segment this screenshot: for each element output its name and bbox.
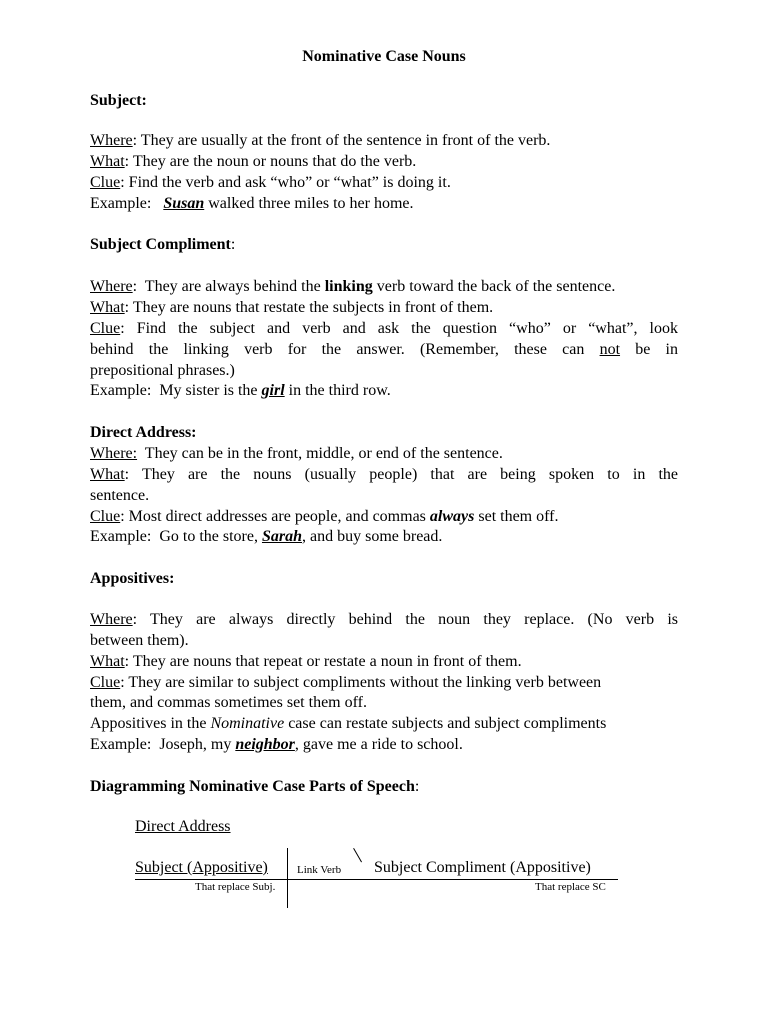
- da-clue: [90, 506, 678, 527]
- example-rest: walked three miles to her home.: [204, 195, 414, 212]
- da-what-line2: sentence.: [90, 487, 150, 504]
- clue-line1: : Find the subject and verb and ask the question “who” or “what”, look: [120, 320, 678, 337]
- da-where: [90, 443, 678, 464]
- subject-compliment-heading: [90, 234, 678, 255]
- app-note: [90, 713, 678, 734]
- direct-address-heading: Direct Address:: [90, 424, 197, 441]
- subject-clue: [90, 172, 678, 193]
- example-word: neighbor: [235, 736, 295, 753]
- sc-example: [90, 380, 678, 401]
- example-word: girl: [261, 382, 285, 399]
- da-example: [90, 526, 678, 547]
- where-bold: linking: [324, 278, 373, 295]
- example-prefix: Example:: [90, 195, 164, 212]
- diagramming-heading: [90, 776, 678, 797]
- what-text: : They are nouns that restate the subjects in front of them.: [124, 299, 494, 316]
- diagram-baseline-right: [288, 879, 618, 880]
- clue-line2-not: not: [599, 341, 621, 358]
- what-line1: : They are the nouns (usually people) that are being spoken to in the: [124, 466, 678, 483]
- heading-text: Subject Compliment: [90, 236, 231, 253]
- note-post: case can restate subjects and subject compliments: [284, 715, 607, 732]
- clue-line2-post: be in: [620, 341, 679, 358]
- clue-bold: always: [429, 508, 475, 525]
- diagram-replace-subj: That replace Subj.: [195, 881, 276, 893]
- app-clue-line1: [90, 672, 678, 693]
- diagram-subject-compliment: Subject Compliment (Appositive): [374, 859, 591, 876]
- heading-colon: :: [414, 778, 420, 795]
- where-label: Where: [90, 278, 133, 295]
- clue-line2-pre: behind the linking verb for the answer. (Remember, these can: [90, 341, 600, 358]
- example-rest: in the third row.: [284, 382, 391, 399]
- where-post: verb toward the back of the sentence.: [372, 278, 616, 295]
- what-label: What: [90, 653, 125, 670]
- note-pre: Appositives in the: [90, 715, 211, 732]
- diagram-link-verb: Link Verb: [297, 864, 342, 876]
- example-prefix: Example: Joseph, my: [90, 736, 236, 753]
- clue-label: Clue: [90, 174, 121, 191]
- example-word: Susan: [163, 195, 205, 212]
- subject-where: [90, 130, 678, 151]
- diagram-direct-address: Direct Address: [135, 818, 231, 835]
- subject-what: [90, 151, 678, 172]
- appositives-heading: Appositives:: [90, 570, 175, 587]
- diagram-replace-sc: That replace SC: [535, 881, 606, 893]
- app-clue-line2: them, and commas sometimes set them off.: [90, 694, 367, 711]
- where-label: Where:: [90, 445, 138, 462]
- clue-post: set them off.: [474, 508, 559, 525]
- where-text: : They are usually at the front of the sentence in front of the verb.: [132, 132, 551, 149]
- subject-heading: Subject:: [90, 92, 147, 109]
- subject-example: [90, 193, 678, 214]
- da-what-line1: [90, 464, 678, 485]
- sc-clue-line1: [90, 318, 678, 339]
- app-example: [90, 734, 678, 755]
- sc-clue-line3: prepositional phrases.): [90, 362, 235, 379]
- diagram-divider-line: [287, 848, 288, 908]
- page-title: Nominative Case Nouns: [302, 48, 466, 65]
- diagram-baseline-left: [135, 879, 287, 880]
- app-what: [90, 651, 678, 672]
- example-rest: , and buy some bread.: [302, 528, 443, 545]
- what-label: What: [90, 466, 125, 483]
- where-pre: : They are always behind the: [132, 278, 325, 295]
- what-label: What: [90, 153, 125, 170]
- clue-line1: : They are similar to subject compliments without the linking verb between: [120, 674, 602, 691]
- clue-label: Clue: [90, 674, 121, 691]
- what-text: : They are the noun or nouns that do the verb.: [124, 153, 417, 170]
- example-prefix: Example: Go to the store,: [90, 528, 262, 545]
- heading-text: Diagramming Nominative Case Parts of Speech: [90, 778, 415, 795]
- clue-label: Clue: [90, 320, 121, 337]
- diagram-subject: Subject (Appositive): [135, 859, 268, 876]
- sc-clue-line2: [90, 339, 678, 360]
- example-word: Sarah: [261, 528, 302, 545]
- where-text: They can be in the front, middle, or end of the sentence.: [137, 445, 503, 462]
- what-text: : They are nouns that repeat or restate a noun in front of them.: [124, 653, 522, 670]
- what-label: What: [90, 299, 125, 316]
- sc-what: [90, 297, 678, 318]
- example-prefix: Example: My sister is the: [90, 382, 262, 399]
- where-line1: : They are always directly behind the noun they replace. (No verb is: [132, 611, 678, 628]
- note-italic: Nominative: [210, 715, 285, 732]
- example-rest: , gave me a ride to school.: [294, 736, 463, 753]
- sentence-diagram: [90, 810, 678, 920]
- app-where-line1: [90, 609, 678, 630]
- where-label: Where: [90, 132, 133, 149]
- heading-colon: :: [230, 236, 236, 253]
- clue-pre: : Most direct addresses are people, and commas: [120, 508, 430, 525]
- clue-label: Clue: [90, 508, 121, 525]
- app-where-line2: between them).: [90, 632, 189, 649]
- sc-where: [90, 276, 678, 297]
- clue-text: : Find the verb and ask “who” or “what” is doing it.: [120, 174, 451, 191]
- diagram-slant-line: [353, 848, 362, 862]
- where-label: Where: [90, 611, 133, 628]
